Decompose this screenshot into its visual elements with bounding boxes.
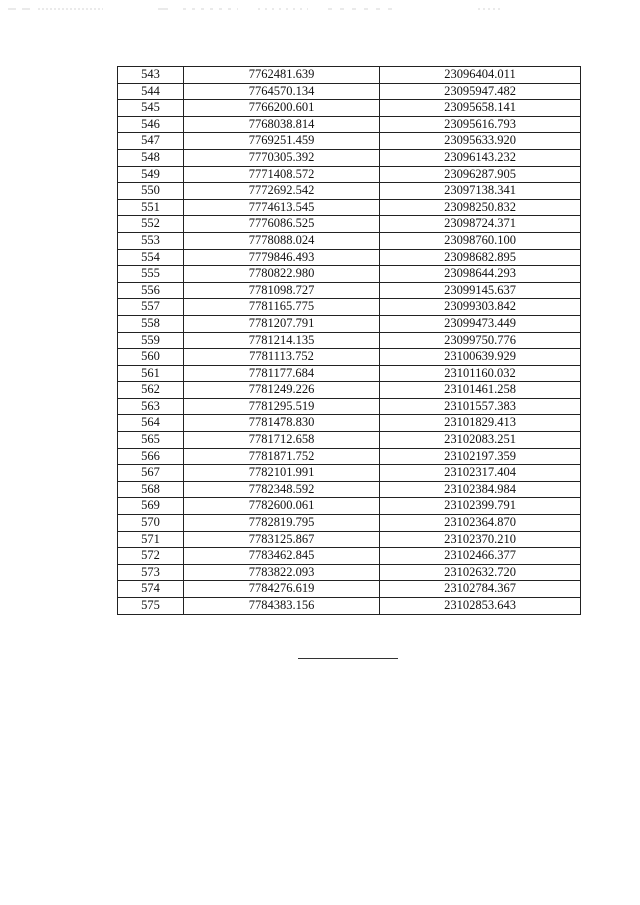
- table-row: [118, 598, 581, 615]
- y-coordinate-cell: 23102784.367: [380, 581, 581, 598]
- y-coordinate-cell: 23098724.371: [380, 216, 581, 233]
- x-coordinate-cell: 7781871.752: [184, 448, 380, 465]
- x-coordinate-cell: 7784276.619: [184, 581, 380, 598]
- x-coordinate-cell: 7781214.135: [184, 332, 380, 349]
- y-coordinate-cell: 23098250.832: [380, 199, 581, 216]
- table-row: [118, 332, 581, 349]
- table-row: [118, 232, 581, 249]
- table-row: [118, 349, 581, 366]
- y-coordinate-cell: 23100639.929: [380, 349, 581, 366]
- x-coordinate-cell: 7781249.226: [184, 382, 380, 399]
- point-number-cell: 567: [118, 465, 184, 482]
- table-row: [118, 581, 581, 598]
- y-coordinate-cell: 23102384.984: [380, 481, 581, 498]
- x-coordinate-cell: 7781177.684: [184, 365, 380, 382]
- y-coordinate-cell: 23095658.141: [380, 100, 581, 117]
- y-coordinate-cell: 23101160.032: [380, 365, 581, 382]
- table-row: [118, 299, 581, 316]
- point-number-cell: 551: [118, 199, 184, 216]
- y-coordinate-cell: 23096404.011: [380, 67, 581, 84]
- y-coordinate-cell: 23099473.449: [380, 315, 581, 332]
- point-number-cell: 558: [118, 315, 184, 332]
- table-row: [118, 67, 581, 84]
- x-coordinate-cell: 7766200.601: [184, 100, 380, 117]
- point-number-cell: 544: [118, 83, 184, 100]
- y-coordinate-cell: 23099750.776: [380, 332, 581, 349]
- point-number-cell: 565: [118, 432, 184, 449]
- x-coordinate-cell: 7784383.156: [184, 598, 380, 615]
- table-row: [118, 564, 581, 581]
- point-number-cell: 548: [118, 149, 184, 166]
- point-number-cell: 554: [118, 249, 184, 266]
- x-coordinate-cell: 7781478.830: [184, 415, 380, 432]
- y-coordinate-cell: 23102399.791: [380, 498, 581, 515]
- end-divider: [298, 658, 398, 659]
- x-coordinate-cell: 7772692.542: [184, 183, 380, 200]
- table-row: [118, 266, 581, 283]
- point-number-cell: 570: [118, 515, 184, 532]
- table-row: [118, 282, 581, 299]
- y-coordinate-cell: 23101461.258: [380, 382, 581, 399]
- point-number-cell: 569: [118, 498, 184, 515]
- x-coordinate-cell: 7762481.639: [184, 67, 380, 84]
- y-coordinate-cell: 23101829.413: [380, 415, 581, 432]
- table-row: [118, 116, 581, 133]
- point-number-cell: 555: [118, 266, 184, 283]
- y-coordinate-cell: 23096143.232: [380, 149, 581, 166]
- x-coordinate-cell: 7783125.867: [184, 531, 380, 548]
- table-row: [118, 382, 581, 399]
- table-row: [118, 448, 581, 465]
- table-row: [118, 548, 581, 565]
- table-row: [118, 465, 581, 482]
- table-row: [118, 216, 581, 233]
- y-coordinate-cell: 23095947.482: [380, 83, 581, 100]
- point-number-cell: 561: [118, 365, 184, 382]
- x-coordinate-cell: 7782819.795: [184, 515, 380, 532]
- x-coordinate-cell: 7780822.980: [184, 266, 380, 283]
- point-number-cell: 552: [118, 216, 184, 233]
- x-coordinate-cell: 7776086.525: [184, 216, 380, 233]
- x-coordinate-cell: 7781712.658: [184, 432, 380, 449]
- x-coordinate-cell: 7769251.459: [184, 133, 380, 150]
- x-coordinate-cell: 7781113.752: [184, 349, 380, 366]
- y-coordinate-cell: 23099303.842: [380, 299, 581, 316]
- x-coordinate-cell: 7771408.572: [184, 166, 380, 183]
- table-row: [118, 149, 581, 166]
- y-coordinate-cell: 23102364.870: [380, 515, 581, 532]
- point-number-cell: 553: [118, 232, 184, 249]
- x-coordinate-cell: 7764570.134: [184, 83, 380, 100]
- y-coordinate-cell: 23102083.251: [380, 432, 581, 449]
- y-coordinate-cell: 23097138.341: [380, 183, 581, 200]
- x-coordinate-cell: 7783462.845: [184, 548, 380, 565]
- y-coordinate-cell: 23098644.293: [380, 266, 581, 283]
- point-number-cell: 559: [118, 332, 184, 349]
- x-coordinate-cell: 7782348.592: [184, 481, 380, 498]
- table-row: [118, 498, 581, 515]
- table-row: [118, 398, 581, 415]
- table-row: [118, 315, 581, 332]
- table-row: [118, 432, 581, 449]
- x-coordinate-cell: 7778088.024: [184, 232, 380, 249]
- point-number-cell: 572: [118, 548, 184, 565]
- point-number-cell: 571: [118, 531, 184, 548]
- x-coordinate-cell: 7781165.775: [184, 299, 380, 316]
- point-number-cell: 575: [118, 598, 184, 615]
- y-coordinate-cell: 23099145.637: [380, 282, 581, 299]
- table-row: [118, 365, 581, 382]
- y-coordinate-cell: 23102370.210: [380, 531, 581, 548]
- table-row: [118, 183, 581, 200]
- x-coordinate-cell: 7781098.727: [184, 282, 380, 299]
- y-coordinate-cell: 23102632.720: [380, 564, 581, 581]
- y-coordinate-cell: 23102853.643: [380, 598, 581, 615]
- table-body: [118, 67, 581, 615]
- y-coordinate-cell: 23095633.920: [380, 133, 581, 150]
- table-row: [118, 415, 581, 432]
- y-coordinate-cell: 23102317.404: [380, 465, 581, 482]
- x-coordinate-cell: 7782101.991: [184, 465, 380, 482]
- table-row: [118, 531, 581, 548]
- table-row: [118, 133, 581, 150]
- x-coordinate-cell: 7781295.519: [184, 398, 380, 415]
- y-coordinate-cell: 23098760.100: [380, 232, 581, 249]
- scan-artifact: [8, 6, 508, 12]
- table-row: [118, 100, 581, 117]
- x-coordinate-cell: 7774613.545: [184, 199, 380, 216]
- table-row: [118, 249, 581, 266]
- table-row: [118, 481, 581, 498]
- x-coordinate-cell: 7779846.493: [184, 249, 380, 266]
- point-number-cell: 562: [118, 382, 184, 399]
- x-coordinate-cell: 7782600.061: [184, 498, 380, 515]
- point-number-cell: 549: [118, 166, 184, 183]
- y-coordinate-cell: 23101557.383: [380, 398, 581, 415]
- x-coordinate-cell: 7768038.814: [184, 116, 380, 133]
- x-coordinate-cell: 7783822.093: [184, 564, 380, 581]
- point-number-cell: 568: [118, 481, 184, 498]
- y-coordinate-cell: 23096287.905: [380, 166, 581, 183]
- point-number-cell: 566: [118, 448, 184, 465]
- point-number-cell: 563: [118, 398, 184, 415]
- table-row: [118, 199, 581, 216]
- point-number-cell: 557: [118, 299, 184, 316]
- coordinates-table: [117, 66, 581, 615]
- point-number-cell: 543: [118, 67, 184, 84]
- y-coordinate-cell: 23095616.793: [380, 116, 581, 133]
- point-number-cell: 550: [118, 183, 184, 200]
- point-number-cell: 545: [118, 100, 184, 117]
- point-number-cell: 574: [118, 581, 184, 598]
- y-coordinate-cell: 23102466.377: [380, 548, 581, 565]
- x-coordinate-cell: 7781207.791: [184, 315, 380, 332]
- x-coordinate-cell: 7770305.392: [184, 149, 380, 166]
- point-number-cell: 546: [118, 116, 184, 133]
- point-number-cell: 564: [118, 415, 184, 432]
- table-row: [118, 83, 581, 100]
- point-number-cell: 556: [118, 282, 184, 299]
- point-number-cell: 547: [118, 133, 184, 150]
- y-coordinate-cell: 23098682.895: [380, 249, 581, 266]
- point-number-cell: 560: [118, 349, 184, 366]
- table-row: [118, 515, 581, 532]
- point-number-cell: 573: [118, 564, 184, 581]
- y-coordinate-cell: 23102197.359: [380, 448, 581, 465]
- table-row: [118, 166, 581, 183]
